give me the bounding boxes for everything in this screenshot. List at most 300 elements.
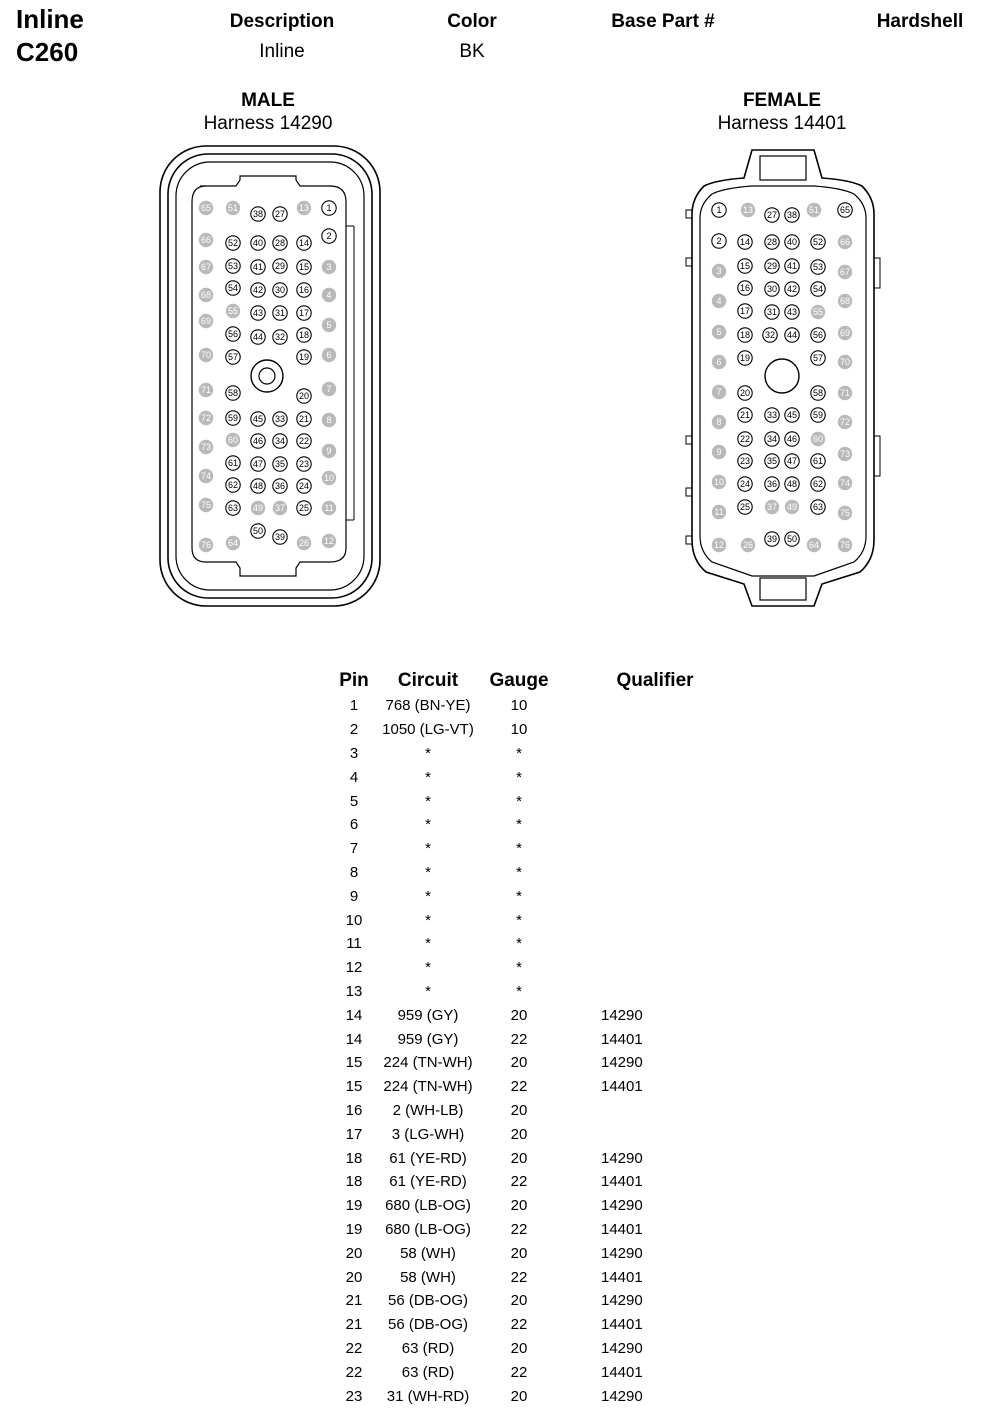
male-pin bbox=[322, 471, 336, 485]
circuit-cell: * bbox=[425, 792, 431, 810]
circuit-header: Circuit bbox=[397, 670, 459, 691]
gauge-cell: 20 bbox=[510, 1125, 528, 1143]
male-pin bbox=[251, 236, 265, 250]
female-pin-label: 21 bbox=[739, 410, 751, 421]
female-pin bbox=[712, 355, 726, 369]
female-pin bbox=[738, 386, 752, 400]
male-pin bbox=[199, 288, 213, 302]
qualifier-cell bbox=[560, 1122, 750, 1146]
female-pin bbox=[765, 432, 779, 446]
male-pin bbox=[322, 348, 336, 362]
male-pin bbox=[199, 440, 213, 454]
male-pin bbox=[322, 229, 336, 243]
gauge-cell: 20 bbox=[510, 1101, 528, 1119]
female-pin-label: 70 bbox=[839, 357, 851, 368]
qualifier-cell: 14401 bbox=[601, 1173, 643, 1191]
qualifier-cell: 14290 bbox=[601, 1387, 643, 1405]
female-pin bbox=[785, 477, 799, 491]
male-pin bbox=[199, 538, 213, 552]
gauge-cell: * bbox=[516, 863, 522, 881]
qualifier-cell bbox=[560, 718, 750, 742]
female-pin-label: 14 bbox=[739, 237, 751, 248]
female-pin bbox=[785, 432, 799, 446]
pin-cell: 11 bbox=[346, 935, 362, 953]
gauge-header: Gauge bbox=[489, 670, 549, 691]
pin-cell: 8 bbox=[349, 863, 359, 881]
male-pin bbox=[297, 306, 311, 320]
male-pin-label: 66 bbox=[200, 235, 212, 246]
female-pin-label: 29 bbox=[766, 261, 778, 272]
male-pin-label: 14 bbox=[298, 238, 310, 249]
male-pin-label: 75 bbox=[200, 500, 212, 511]
male-pin-label: 63 bbox=[227, 503, 239, 514]
circuit-cell: * bbox=[425, 744, 431, 762]
gauge-cell: 10 bbox=[510, 721, 528, 739]
male-pin bbox=[251, 330, 265, 344]
female-pin bbox=[838, 447, 852, 461]
male-pin-label: 37 bbox=[274, 503, 286, 514]
female-pin-label: 56 bbox=[812, 330, 824, 341]
circuit-cell: * bbox=[425, 911, 431, 929]
female-pin bbox=[738, 432, 752, 446]
male-pin bbox=[226, 281, 240, 295]
female-pin bbox=[811, 328, 825, 342]
male-pin-label: 40 bbox=[252, 238, 264, 249]
circuit-cell: 63 (RD) bbox=[401, 1339, 455, 1357]
male-pin bbox=[226, 433, 240, 447]
female-pin bbox=[785, 328, 799, 342]
qualifier-cell bbox=[560, 765, 750, 789]
male-pin-label: 72 bbox=[200, 413, 212, 424]
male-pin-label: 29 bbox=[274, 261, 286, 272]
gauge-cell: * bbox=[516, 887, 522, 905]
table-row bbox=[330, 1289, 750, 1313]
table-row bbox=[330, 837, 750, 861]
qualifier-cell: 14290 bbox=[601, 1244, 643, 1262]
male-pin bbox=[297, 457, 311, 471]
male-pin-label: 71 bbox=[200, 385, 212, 396]
female-pin bbox=[738, 351, 752, 365]
gauge-cell: 20 bbox=[510, 1197, 528, 1215]
male-pin bbox=[297, 201, 311, 215]
female-pin bbox=[838, 203, 852, 217]
female-pin-layout bbox=[712, 203, 852, 552]
female-pin bbox=[838, 538, 852, 552]
pin-table-header bbox=[330, 668, 750, 694]
male-pin bbox=[297, 536, 311, 550]
female-pin-label: 19 bbox=[739, 353, 751, 364]
table-row bbox=[330, 1003, 750, 1027]
female-pin bbox=[811, 235, 825, 249]
female-pin-label: 36 bbox=[766, 479, 778, 490]
female-pin-label: 59 bbox=[812, 410, 824, 421]
pin-cell: 5 bbox=[349, 792, 359, 810]
table-row bbox=[330, 1384, 750, 1408]
male-pin-label: 1 bbox=[326, 203, 332, 214]
male-pin bbox=[273, 412, 287, 426]
male-pin bbox=[273, 306, 287, 320]
male-pin-label: 62 bbox=[227, 480, 239, 491]
pin-cell: 13 bbox=[345, 982, 363, 1000]
pin-cell: 19 bbox=[345, 1220, 363, 1238]
table-row bbox=[330, 932, 750, 956]
female-harness: Harness 14401 bbox=[717, 113, 847, 134]
female-pin-label: 42 bbox=[786, 284, 798, 295]
female-pin bbox=[785, 305, 799, 319]
pin-cell: 3 bbox=[349, 744, 359, 762]
female-pin bbox=[741, 538, 755, 552]
male-pin-label: 43 bbox=[252, 308, 264, 319]
female-pin bbox=[838, 415, 852, 429]
table-row bbox=[330, 765, 750, 789]
qualifier-cell bbox=[560, 908, 750, 932]
male-pin-label: 59 bbox=[227, 413, 239, 424]
female-pin bbox=[785, 208, 799, 222]
hardshell-label: Hardshell bbox=[876, 11, 964, 32]
gauge-cell: 22 bbox=[510, 1173, 528, 1191]
male-pin-label: 55 bbox=[227, 306, 239, 317]
male-pin-label: 60 bbox=[227, 435, 239, 446]
gauge-cell: * bbox=[516, 840, 522, 858]
pin-cell: 6 bbox=[349, 816, 359, 834]
female-pin bbox=[738, 454, 752, 468]
male-pin-label: 47 bbox=[252, 459, 264, 470]
female-pin bbox=[838, 265, 852, 279]
female-pin-label: 57 bbox=[812, 353, 824, 364]
circuit-cell: * bbox=[425, 887, 431, 905]
gauge-cell: 20 bbox=[510, 1387, 528, 1405]
female-pin-label: 40 bbox=[786, 237, 798, 248]
pin-cell: 1 bbox=[349, 697, 359, 715]
description-label: Description bbox=[229, 11, 335, 32]
male-pin bbox=[297, 283, 311, 297]
male-pin bbox=[297, 434, 311, 448]
female-pin-label: 3 bbox=[716, 266, 722, 277]
male-pin bbox=[251, 207, 265, 221]
pin-cell: 2 bbox=[349, 721, 359, 739]
female-pin bbox=[785, 408, 799, 422]
male-pin-label: 15 bbox=[298, 262, 310, 273]
circuit-cell: * bbox=[425, 768, 431, 786]
pin-cell: 22 bbox=[345, 1363, 363, 1381]
male-pin-label: 68 bbox=[200, 290, 212, 301]
female-pin bbox=[785, 235, 799, 249]
female-pin-label: 63 bbox=[812, 502, 824, 513]
table-row bbox=[330, 1146, 750, 1170]
female-pin-label: 69 bbox=[839, 328, 851, 339]
male-pin-label: 73 bbox=[200, 442, 212, 453]
table-row bbox=[330, 718, 750, 742]
female-pin-label: 50 bbox=[786, 534, 798, 545]
male-pin-label: 22 bbox=[298, 436, 310, 447]
female-pin bbox=[811, 386, 825, 400]
pin-cell: 20 bbox=[345, 1268, 363, 1286]
male-pin bbox=[322, 318, 336, 332]
circuit-cell: 768 (BN-YE) bbox=[385, 697, 471, 715]
female-pin bbox=[811, 408, 825, 422]
female-pin-label: 2 bbox=[716, 236, 722, 247]
male-pin bbox=[251, 306, 265, 320]
qualifier-cell bbox=[560, 884, 750, 908]
female-pin bbox=[765, 408, 779, 422]
female-pin-label: 68 bbox=[839, 296, 851, 307]
circuit-cell: 1050 (LG-VT) bbox=[382, 721, 474, 739]
table-row bbox=[330, 1337, 750, 1361]
male-pin bbox=[273, 283, 287, 297]
table-row bbox=[330, 1075, 750, 1099]
female-pin-label: 49 bbox=[786, 502, 798, 513]
qualifier-cell bbox=[560, 861, 750, 885]
circuit-cell: 58 (WH) bbox=[400, 1244, 456, 1262]
female-pin bbox=[712, 234, 726, 248]
male-pin-label: 69 bbox=[200, 316, 212, 327]
male-pin-label: 9 bbox=[326, 446, 332, 457]
circuit-cell: 61 (YE-RD) bbox=[389, 1149, 467, 1167]
male-pin bbox=[322, 501, 336, 515]
female-pin bbox=[811, 477, 825, 491]
connector-diagram bbox=[0, 0, 988, 640]
male-pin bbox=[297, 350, 311, 364]
female-pin bbox=[738, 500, 752, 514]
qualifier-cell: 14290 bbox=[601, 1149, 643, 1167]
male-pin-label: 46 bbox=[252, 436, 264, 447]
qualifier-cell bbox=[560, 932, 750, 956]
male-pin bbox=[226, 201, 240, 215]
pin-cell: 20 bbox=[345, 1244, 363, 1262]
gauge-cell: * bbox=[516, 816, 522, 834]
male-pin-label: 58 bbox=[227, 388, 239, 399]
female-pin-label: 45 bbox=[786, 410, 798, 421]
gauge-cell: 20 bbox=[510, 1149, 528, 1167]
male-pin bbox=[226, 350, 240, 364]
female-pin-label: 54 bbox=[812, 284, 824, 295]
pin-cell: 14 bbox=[345, 1006, 363, 1024]
table-row bbox=[330, 1122, 750, 1146]
table-row bbox=[330, 694, 750, 718]
female-pin bbox=[811, 432, 825, 446]
male-pin bbox=[297, 236, 311, 250]
male-pin bbox=[226, 456, 240, 470]
female-pin bbox=[838, 506, 852, 520]
female-pin bbox=[838, 235, 852, 249]
female-pin bbox=[741, 203, 755, 217]
male-pin-label: 49 bbox=[252, 503, 264, 514]
male-pin-label: 32 bbox=[274, 332, 286, 343]
circuit-cell: 63 (RD) bbox=[401, 1363, 455, 1381]
pin-table bbox=[330, 668, 750, 1408]
table-row bbox=[330, 1027, 750, 1051]
female-pin-label: 27 bbox=[766, 210, 778, 221]
male-pin bbox=[251, 501, 265, 515]
circuit-cell: 2 (WH-LB) bbox=[392, 1101, 464, 1119]
pin-cell: 17 bbox=[345, 1125, 363, 1143]
male-pin-label: 11 bbox=[324, 503, 334, 514]
male-pin-label: 50 bbox=[252, 526, 264, 537]
female-pin bbox=[712, 505, 726, 519]
male-pin bbox=[226, 327, 240, 341]
qualifier-cell bbox=[560, 980, 750, 1004]
male-pin bbox=[226, 386, 240, 400]
male-pin bbox=[199, 348, 213, 362]
male-pin-label: 53 bbox=[227, 261, 239, 272]
female-pin-label: 18 bbox=[739, 330, 751, 341]
male-pin bbox=[251, 283, 265, 297]
female-pin-label: 52 bbox=[812, 237, 824, 248]
female-pin-label: 75 bbox=[839, 508, 851, 519]
pin-cell: 9 bbox=[349, 887, 359, 905]
circuit-cell: 224 (TN-WH) bbox=[383, 1054, 473, 1072]
table-row bbox=[330, 1194, 750, 1218]
male-pin-label: 74 bbox=[200, 471, 212, 482]
qualifier-cell bbox=[560, 789, 750, 813]
male-pin-label: 56 bbox=[227, 329, 239, 340]
male-pin bbox=[226, 501, 240, 515]
female-pin-label: 38 bbox=[786, 210, 798, 221]
female-pin bbox=[712, 415, 726, 429]
circuit-cell: 680 (LB-OG) bbox=[385, 1197, 471, 1215]
qualifier-cell: 14290 bbox=[601, 1054, 643, 1072]
male-pin bbox=[199, 383, 213, 397]
female-pin-label: 48 bbox=[786, 479, 798, 490]
male-pin-label: 3 bbox=[326, 262, 332, 273]
female-pin-label: 1 bbox=[716, 205, 722, 216]
female-pin bbox=[738, 408, 752, 422]
male-pin-label: 23 bbox=[298, 459, 310, 470]
female-pin bbox=[765, 454, 779, 468]
circuit-cell: 959 (GY) bbox=[397, 1030, 459, 1048]
male-pin-label: 6 bbox=[326, 350, 332, 361]
male-pin-label: 33 bbox=[274, 414, 286, 425]
female-pin-label: 67 bbox=[839, 267, 851, 278]
male-pin bbox=[251, 260, 265, 274]
female-pin bbox=[838, 294, 852, 308]
male-pin-label: 64 bbox=[227, 538, 239, 549]
gauge-cell: * bbox=[516, 768, 522, 786]
male-pin bbox=[251, 412, 265, 426]
female-pin bbox=[807, 203, 821, 217]
female-pin-label: 41 bbox=[786, 261, 798, 272]
circuit-cell: * bbox=[425, 935, 431, 953]
male-pin bbox=[273, 457, 287, 471]
female-pin bbox=[765, 477, 779, 491]
female-pin-label: 6 bbox=[716, 357, 722, 368]
female-pin-label: 74 bbox=[839, 478, 851, 489]
male-harness: Harness 14290 bbox=[203, 113, 333, 134]
female-pin bbox=[712, 385, 726, 399]
female-pin bbox=[765, 305, 779, 319]
male-pin bbox=[297, 501, 311, 515]
male-title: MALE bbox=[241, 90, 295, 111]
male-pin bbox=[322, 534, 336, 548]
female-pin-label: 47 bbox=[786, 456, 798, 467]
male-pin-label: 2 bbox=[326, 231, 332, 242]
female-pin-label: 25 bbox=[739, 502, 751, 513]
male-pin-label: 7 bbox=[326, 384, 332, 395]
male-pin bbox=[273, 501, 287, 515]
female-pin bbox=[738, 477, 752, 491]
male-pin bbox=[322, 288, 336, 302]
male-pin-label: 30 bbox=[274, 285, 286, 296]
female-pin bbox=[807, 538, 821, 552]
male-pin-label: 70 bbox=[200, 350, 212, 361]
qualifier-cell bbox=[560, 837, 750, 861]
gauge-cell: 20 bbox=[510, 1292, 528, 1310]
color-value: BK bbox=[459, 41, 485, 62]
male-pin bbox=[273, 259, 287, 273]
male-pin bbox=[273, 330, 287, 344]
circuit-cell: 224 (TN-WH) bbox=[383, 1078, 473, 1096]
male-pin-label: 41 bbox=[252, 262, 264, 273]
male-pin-label: 19 bbox=[298, 352, 310, 363]
male-pin bbox=[322, 201, 336, 215]
table-row bbox=[330, 1218, 750, 1242]
female-pin bbox=[738, 328, 752, 342]
female-pin-label: 11 bbox=[714, 507, 724, 518]
male-pin-label: 20 bbox=[298, 391, 310, 402]
qualifier-cell: 14401 bbox=[601, 1316, 643, 1334]
male-pin-label: 39 bbox=[274, 532, 286, 543]
female-pin bbox=[765, 235, 779, 249]
female-pin-label: 43 bbox=[786, 307, 798, 318]
female-pin-label: 9 bbox=[716, 447, 722, 458]
gauge-cell: 10 bbox=[510, 697, 528, 715]
male-pin bbox=[322, 444, 336, 458]
circuit-cell: 680 (LB-OG) bbox=[385, 1220, 471, 1238]
female-pin bbox=[838, 355, 852, 369]
female-pin-label: 30 bbox=[766, 284, 778, 295]
qualifier-cell bbox=[560, 813, 750, 837]
qualifier-cell: 14401 bbox=[601, 1078, 643, 1096]
gauge-cell: 20 bbox=[510, 1244, 528, 1262]
female-pin bbox=[765, 208, 779, 222]
male-pin bbox=[199, 498, 213, 512]
male-pin bbox=[273, 207, 287, 221]
qualifier-cell: 14290 bbox=[601, 1292, 643, 1310]
gauge-cell: * bbox=[516, 959, 522, 977]
male-pin-label: 48 bbox=[252, 481, 264, 492]
pin-cell: 12 bbox=[345, 959, 363, 977]
male-pin bbox=[251, 524, 265, 538]
female-pin bbox=[712, 264, 726, 278]
qualifier-cell: 14401 bbox=[601, 1030, 643, 1048]
female-pin bbox=[712, 203, 726, 217]
female-pin-label: 60 bbox=[812, 434, 824, 445]
female-pin bbox=[738, 281, 752, 295]
table-row bbox=[330, 956, 750, 980]
pin-header: Pin bbox=[339, 670, 369, 691]
female-pin-label: 17 bbox=[739, 306, 751, 317]
female-pin-label: 53 bbox=[812, 262, 824, 273]
female-pin bbox=[738, 259, 752, 273]
table-row bbox=[330, 1360, 750, 1384]
female-pin bbox=[765, 282, 779, 296]
circuit-cell: * bbox=[425, 959, 431, 977]
female-pin-label: 37 bbox=[766, 502, 778, 513]
female-pin bbox=[811, 260, 825, 274]
female-pin bbox=[738, 304, 752, 318]
circuit-cell: 31 (WH-RD) bbox=[386, 1387, 470, 1405]
table-row bbox=[330, 980, 750, 1004]
female-pin-label: 24 bbox=[739, 479, 751, 490]
female-pin-label: 64 bbox=[808, 540, 820, 551]
pin-cell: 14 bbox=[345, 1030, 363, 1048]
gauge-cell: 20 bbox=[510, 1006, 528, 1024]
female-pin-label: 10 bbox=[713, 477, 725, 488]
table-row bbox=[330, 1241, 750, 1265]
male-pin-label: 44 bbox=[252, 332, 264, 343]
female-pin bbox=[763, 328, 777, 342]
female-pin bbox=[712, 325, 726, 339]
